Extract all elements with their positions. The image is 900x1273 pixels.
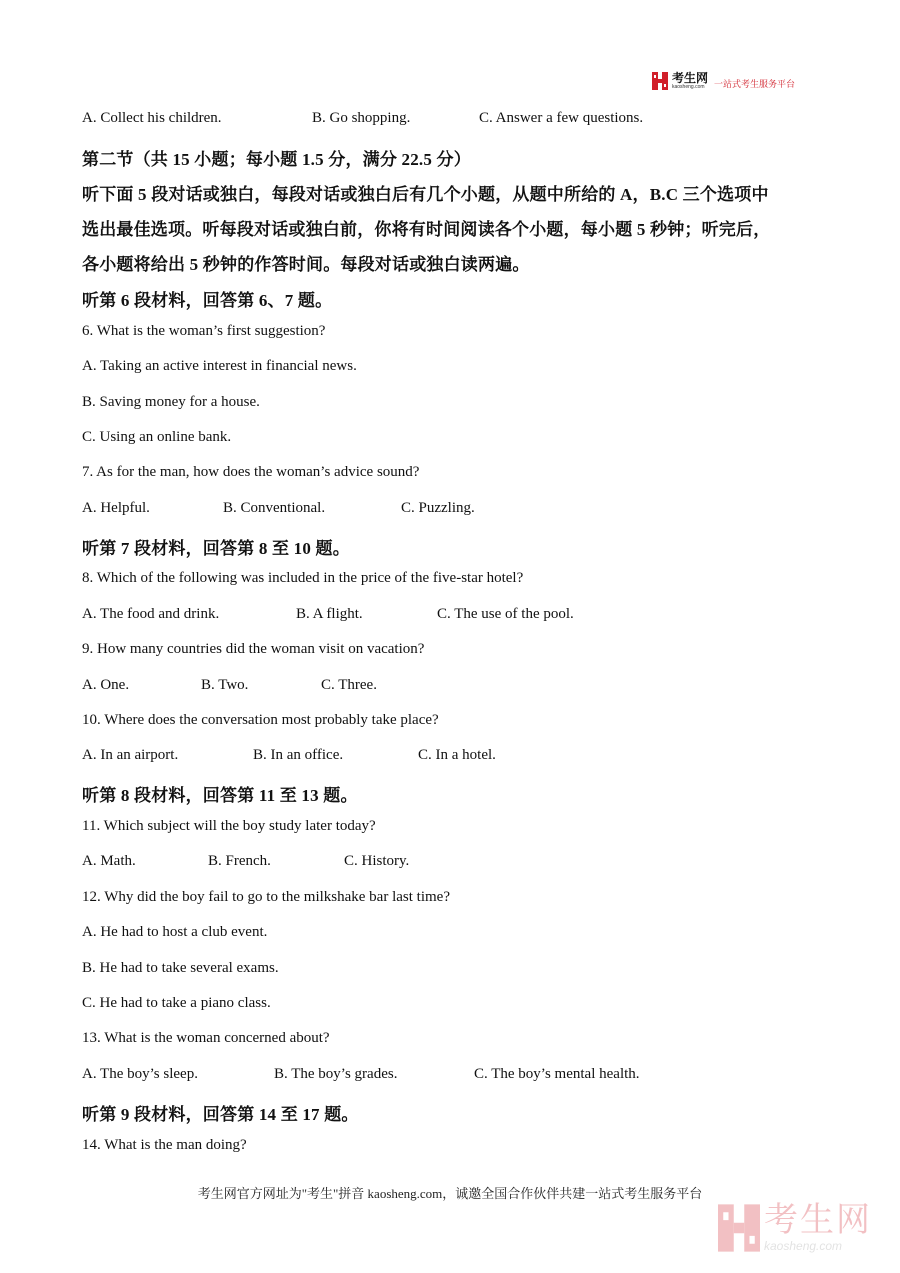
option: C. Three.: [321, 677, 377, 693]
question-text: 7. As for the man, how does the woman’s advice sound?: [82, 464, 420, 480]
option: C. In a hotel.: [418, 747, 496, 763]
watermark: [718, 1200, 872, 1253]
option: A. Collect his children.: [82, 110, 222, 126]
option: B. The boy’s grades.: [274, 1066, 398, 1082]
instruction-line: 选出最佳选项。听每段对话或独白前，你将有时间阅读各个小题，每小题 5 秒钟；听完后，: [82, 220, 771, 239]
instruction-line: 各小题将给出 5 秒钟的作答时间。每段对话或独白读两遍。: [82, 255, 530, 274]
question-text: 10. Where does the conversation most probably take place?: [82, 712, 439, 728]
option: A. Math.: [82, 853, 136, 869]
option: C. History.: [344, 853, 410, 869]
option: A. Helpful.: [82, 500, 150, 516]
watermark-domain: kaosheng.com: [764, 1239, 843, 1253]
option: B. French.: [208, 853, 271, 869]
logo-name: 考生网: [672, 71, 709, 85]
option: A. The boy’s sleep.: [82, 1066, 198, 1082]
group-heading: 听第 8 段材料，回答第 11 至 13 题。: [82, 786, 358, 805]
option: C. He had to take a piano class.: [82, 995, 271, 1011]
group-heading: 听第 9 段材料，回答第 14 至 17 题。: [82, 1105, 359, 1124]
question-text: 14. What is the man doing?: [82, 1137, 247, 1153]
option: B. He had to take several exams.: [82, 960, 279, 976]
option: B. Two.: [201, 677, 249, 693]
option: B. Go shopping.: [312, 110, 411, 126]
question-text: 8. Which of the following was included in the price of the five-star hotel?: [82, 570, 524, 586]
question-text: 11. Which subject will the boy study later today?: [82, 818, 376, 834]
header-logo: [652, 72, 795, 90]
option: A. In an airport.: [82, 747, 179, 763]
group-heading: 听第 7 段材料，回答第 8 至 10 题。: [82, 539, 350, 558]
page-footer: 考生网官方网址为"考生"拼音 kaosheng.com，诚邀全国合作伙伴共建一站式考生服务平台: [197, 1186, 703, 1201]
option: B. A flight.: [296, 606, 363, 622]
group-heading: 听第 6 段材料，回答第 6、7 题。: [82, 291, 333, 310]
question-text: 9. How many countries did the woman visit on vacation?: [82, 641, 425, 657]
instruction-line: 听下面 5 段对话或独白，每段对话或独白后有几个小题，从题中所给的 A，B.C 三个选项中: [82, 185, 769, 204]
option: C. Answer a few questions.: [479, 110, 644, 126]
option: A. One.: [82, 677, 130, 693]
logo-domain: kaosheng.com: [672, 84, 705, 90]
option: C. Puzzling.: [401, 500, 475, 516]
logo-text: [672, 72, 708, 90]
watermark-logo-icon: [718, 1203, 760, 1253]
question-text: 6. What is the woman’s first suggestion?: [82, 323, 326, 339]
option: C. Using an online bank.: [82, 429, 232, 445]
option: C. The boy’s mental health.: [474, 1066, 640, 1082]
watermark-name: 考生网: [764, 1200, 872, 1240]
question-text: 12. Why did the boy fail to go to the milkshake bar last time?: [82, 889, 450, 905]
option: A. Taking an active interest in financial news.: [82, 358, 357, 374]
option: B. Conventional.: [223, 500, 326, 516]
option: C. The use of the pool.: [437, 606, 574, 622]
logo-slogan: 一站式考生服务平台: [714, 79, 796, 90]
question-text: 13. What is the woman concerned about?: [82, 1030, 330, 1046]
option: A. The food and drink.: [82, 606, 220, 622]
option: A. He had to host a club event.: [82, 924, 268, 940]
option: B. Saving money for a house.: [82, 394, 260, 410]
section-title: 第二节（共 15 小题；每小题 1.5 分，满分 22.5 分）: [82, 150, 471, 169]
kaosheng-logo-icon: [652, 72, 668, 90]
option: B. In an office.: [253, 747, 344, 763]
